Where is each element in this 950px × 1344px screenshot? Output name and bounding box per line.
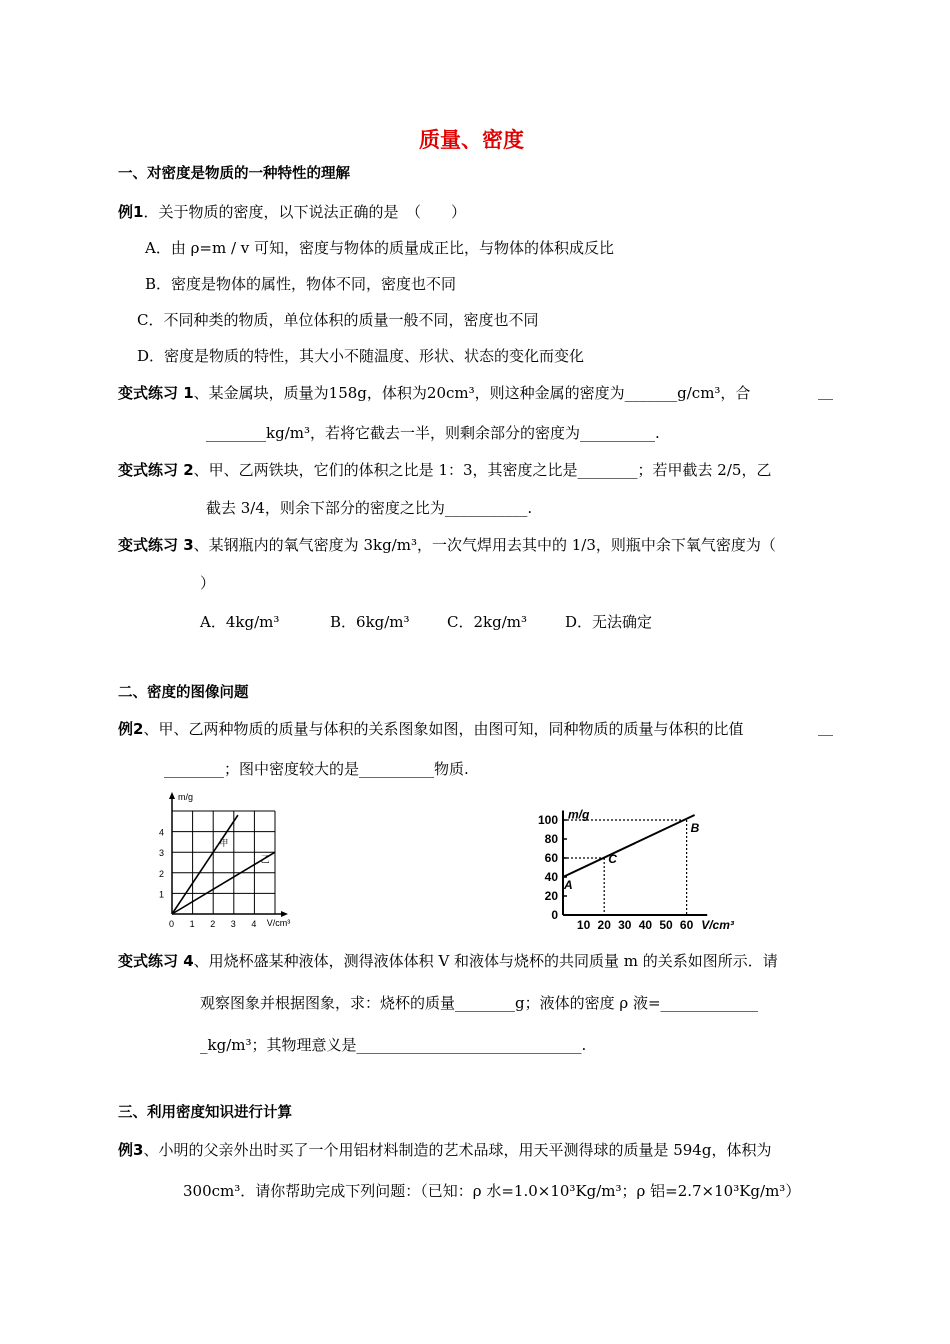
example-3-line-1: [118, 1139, 771, 1160]
x-axis-label: V/cm³: [701, 918, 734, 932]
example-2-label: 例2: [118, 720, 144, 738]
point-label-a: A: [564, 878, 573, 892]
y-tick-label: 20: [544, 889, 558, 903]
exercise-4-label: 变式练习 4: [118, 952, 194, 970]
point-label-b: B: [690, 821, 700, 835]
x-tick-label: 2: [210, 919, 216, 929]
x-tick-label: 30: [618, 918, 632, 932]
x-tick-label: 50: [659, 918, 673, 932]
x-axis-arrow: [281, 911, 288, 917]
example-2-line-1: [118, 718, 743, 739]
y-tick-label: 40: [544, 870, 558, 884]
exercise-2-line-2: 截去 3/4，则余下部分的密度之比为___________.: [206, 499, 533, 517]
y-tick-label: 100: [537, 813, 558, 827]
x-axis-label: V/cm³: [266, 918, 291, 928]
page-title: 质量、密度: [419, 128, 524, 152]
example-3-text: 、小明的父亲外出时买了一个用铝材料制造的艺术品球，用天平测得球的质量是 594g，体积为: [143, 1141, 772, 1159]
exercise-3-line-2: ）: [200, 574, 216, 592]
y-axis-label: m/g: [568, 807, 590, 822]
exercise-3-text: 、某钢瓶内的氧气密度为 3kg/m³，一次气焊用去其中的 1/3，则瓶中余下氧气密度为（: [193, 536, 776, 554]
exercise-1-label: 变式练习 1: [118, 384, 194, 402]
section-3-heading: 三、利用密度知识进行计算: [118, 1105, 292, 1121]
x-tick-label: 4: [251, 919, 257, 929]
example-1-option-b: B．密度是物体的属性，物体不同，密度也不同: [145, 275, 457, 293]
exercise-1-line-1-end: __: [818, 382, 833, 400]
chart-2-series: [563, 815, 695, 915]
example-2-text: 、甲、乙两种物质的质量与体积的关系图象如图，由图可知，同种物质的质量与体积的比值: [143, 720, 744, 738]
chart-1-grid: [172, 811, 275, 914]
x-tick-label: 60: [679, 918, 694, 932]
exercise-1-text: 、某金属块，质量为158g，体积为20cm³，则这种金属的密度为_______g/cm³，合: [193, 384, 751, 402]
x-tick-label: 10: [576, 918, 591, 932]
exercise-3-option-b: B．6kg/m³: [330, 613, 410, 631]
y-tick-label: 3: [159, 848, 165, 859]
example-3-line-2: 300cm³．请你帮助完成下列问题：（已知：ρ 水=1.0×10³Kg/m³；ρ 铝=2.7×10³Kg/m³）: [183, 1182, 801, 1200]
exercise-1-line-1: [118, 382, 750, 403]
series-label-jia: 甲: [219, 838, 229, 849]
exercise-4-line-1: [118, 950, 778, 971]
example-1-option-d: D．密度是物质的特性，其大小不随温度、形状、状态的变化而变化: [137, 347, 585, 365]
exercise-3-option-a: A．4kg/m³: [200, 613, 280, 631]
x-tick-label: 20: [597, 918, 611, 932]
exercise-3-option-d: D．无法确定: [565, 613, 653, 631]
section-2-heading: 二、密度的图像问题: [118, 685, 249, 701]
chart-1-labels: [159, 792, 290, 929]
series-label-yi: 乙: [260, 854, 270, 865]
exercise-3-option-c: C．2kg/m³: [447, 613, 528, 631]
y-tick-label: 0: [551, 908, 558, 922]
exercise-4-text: 、用烧杯盛某种液体，测得液体体积 V 和液体与烧杯的共同质量 m 的关系如图所示．请: [193, 952, 778, 970]
y-tick-label: 2: [159, 868, 165, 879]
chart-2-labels: [538, 808, 735, 933]
series-line-甲: [172, 815, 238, 914]
series-line-m-v: [563, 815, 695, 877]
example-1-question: ．关于物质的密度，以下说法正确的是 （ ）: [143, 203, 466, 221]
section-1-heading: 一、对密度是物质的一种特性的理解: [118, 166, 350, 182]
y-tick-label: 1: [159, 889, 165, 900]
x-tick-label: 0: [169, 919, 175, 929]
example-1-stem: [118, 201, 466, 222]
exercise-4-line-3: _kg/m³；其物理意义是______________________________.: [200, 1036, 587, 1054]
point-label-c: C: [608, 852, 617, 866]
example-1-option-c: C．不同种类的物质，单位体积的质量一般不同，密度也不同: [137, 311, 539, 329]
exercise-3-label: 变式练习 3: [118, 536, 194, 554]
exercise-2-label: 变式练习 2: [118, 461, 194, 479]
y-tick-label: 60: [544, 851, 558, 865]
example-1-option-a: A．由 ρ=m / v 可知，密度与物体的质量成正比，与物体的体积成反比: [145, 239, 615, 257]
x-tick-label: 3: [230, 919, 236, 929]
exercise-2-text: 、甲、乙两铁块，它们的体积之比是 1：3，其密度之比是________；若甲截去 2/5，乙: [193, 461, 772, 479]
series-line-乙: [172, 852, 275, 914]
example-2-line-2: ________；图中密度较大的是__________物质.: [164, 760, 469, 778]
y-axis-label: m/g: [178, 792, 194, 802]
exercise-4-line-2: 观察图象并根据图象，求：烧杯的质量________g；液体的密度 ρ 液=_____________: [200, 994, 759, 1012]
exercise-1-line-2: ________kg/m³，若将它截去一半，则剩余部分的密度为__________.: [206, 424, 660, 442]
y-axis-arrow: [169, 792, 175, 799]
y-tick-label: 80: [544, 832, 558, 846]
exercise-2-line-1: [118, 459, 771, 480]
example-3-label: 例3: [118, 1141, 144, 1159]
x-tick-label: 40: [638, 918, 653, 932]
chart-2-axes: [563, 811, 707, 916]
example-1-label: 例1: [118, 203, 144, 221]
chart-1-series: [172, 815, 275, 914]
chart-mass-volume-jia-yi: [150, 790, 320, 930]
x-tick-label: 1: [189, 919, 195, 929]
exercise-3-line-1: [118, 534, 776, 555]
example-2-line-1-end: __: [818, 718, 833, 736]
chart-beaker-mass-volume: [530, 805, 734, 932]
y-tick-label: 4: [159, 827, 165, 838]
